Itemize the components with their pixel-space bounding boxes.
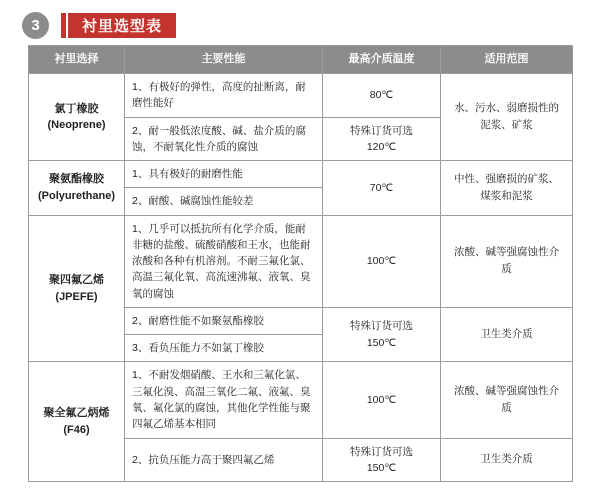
table-row xyxy=(29,215,573,307)
lining-name-line1: 聚四氟乙烯 xyxy=(49,274,104,287)
performance-cell: 2、耐一般低浓度酸、碱、盐介质的腐蚀，不耐氧化性介质的腐蚀 xyxy=(125,117,323,161)
temperature-cell xyxy=(323,117,441,161)
lining-name-line2: (Polyurethane) xyxy=(37,189,115,202)
scope-line1: 浓酸、碱等强腐蚀性介 xyxy=(454,385,559,398)
col-header-scope: 适用范围 xyxy=(441,46,573,74)
scope-line2: 质 xyxy=(501,401,512,414)
table-row xyxy=(29,362,573,438)
performance-cell: 2、抗负压能力高于聚四氟乙烯 xyxy=(125,438,323,482)
temperature-line1: 特殊订货可选 xyxy=(350,445,413,458)
col-header-lining: 衬里选择 xyxy=(29,46,125,74)
performance-cell: 2、耐磨性能不如聚氨酯橡胶 xyxy=(125,307,323,334)
scope-line2: 煤浆和泥浆 xyxy=(480,189,533,202)
temperature-line1: 特殊订货可选 xyxy=(350,124,413,137)
lining-name-line1: 氯丁橡胶 xyxy=(54,102,99,115)
col-header-max-temp: 最高介质温度 xyxy=(323,46,441,74)
temperature-cell: 100℃ xyxy=(323,215,441,307)
scope-line1: 水、污水、弱磨损性的 xyxy=(454,102,559,115)
lining-name-cell xyxy=(29,161,125,216)
temperature-cell: 70℃ xyxy=(323,161,441,216)
lining-name-cell xyxy=(29,74,125,161)
performance-cell: 3、看负压能力不如氯丁橡胶 xyxy=(125,335,323,362)
scope-cell xyxy=(441,215,573,307)
scope-line1: 中性、强磨损的矿浆、 xyxy=(454,173,559,186)
performance-cell: 1、不耐发烟硝酸、王水和三氟化氯、三氟化溴、高温三氧化二氟、液氟、臭氧、氟化氯的腐蚀，其他化学性能与聚四氟乙烯基本相同 xyxy=(125,362,323,438)
table-row xyxy=(29,161,573,188)
section-number-badge: 3 xyxy=(22,12,49,39)
temperature-line1: 特殊订货可选 xyxy=(350,320,413,333)
table-header-row xyxy=(29,46,573,74)
scope-line1: 浓酸、碱等强腐蚀性介 xyxy=(454,246,559,259)
performance-cell: 1、具有极好的耐磨性能 xyxy=(125,161,323,188)
temperature-line2: 150℃ xyxy=(366,461,397,474)
scope-cell xyxy=(441,161,573,216)
lining-name-line2: (JPEFE) xyxy=(55,290,98,303)
table-row xyxy=(29,74,573,118)
scope-cell: 卫生类介质 xyxy=(441,438,573,482)
section-header xyxy=(0,0,600,40)
scope-line2: 泥浆、矿浆 xyxy=(480,119,533,132)
temperature-line2: 120℃ xyxy=(366,140,397,153)
lining-name-cell xyxy=(29,362,125,482)
lining-name-line2: (F46) xyxy=(63,423,90,436)
title-accent-bar xyxy=(61,13,66,38)
temperature-cell xyxy=(323,438,441,482)
lining-selection-table xyxy=(28,45,573,482)
title-banner xyxy=(61,13,176,38)
temperature-line2: 150℃ xyxy=(366,336,397,349)
lining-name-line2: (Neoprene) xyxy=(47,119,106,132)
temperature-cell: 80℃ xyxy=(323,74,441,118)
performance-cell: 2、耐酸、碱腐蚀性能较差 xyxy=(125,188,323,215)
scope-line2: 质 xyxy=(501,263,512,276)
lining-name-line1: 聚全氟乙炳烯 xyxy=(43,407,110,420)
performance-cell: 1、有极好的弹性，高度的扯断离，耐磨性能好 xyxy=(125,74,323,118)
table-container xyxy=(0,40,600,482)
scope-cell xyxy=(441,74,573,161)
page-title: 衬里选型表 xyxy=(68,13,176,38)
temperature-cell: 100℃ xyxy=(323,362,441,438)
performance-cell: 1、几乎可以抵抗所有化学介质，能耐非糖的盐酸、硫酸硝酸和王水，也能耐浓酸和各种有机溶剂。不耐三氟化氯、高温三氟化氧、高流速沸氟、液氧、臭氧的腐蚀 xyxy=(125,215,323,307)
temperature-cell xyxy=(323,307,441,362)
scope-cell xyxy=(441,362,573,438)
lining-name-line1: 聚氨酯橡胶 xyxy=(49,173,104,186)
col-header-performance: 主要性能 xyxy=(125,46,323,74)
scope-cell: 卫生类介质 xyxy=(441,307,573,362)
lining-name-cell xyxy=(29,215,125,362)
